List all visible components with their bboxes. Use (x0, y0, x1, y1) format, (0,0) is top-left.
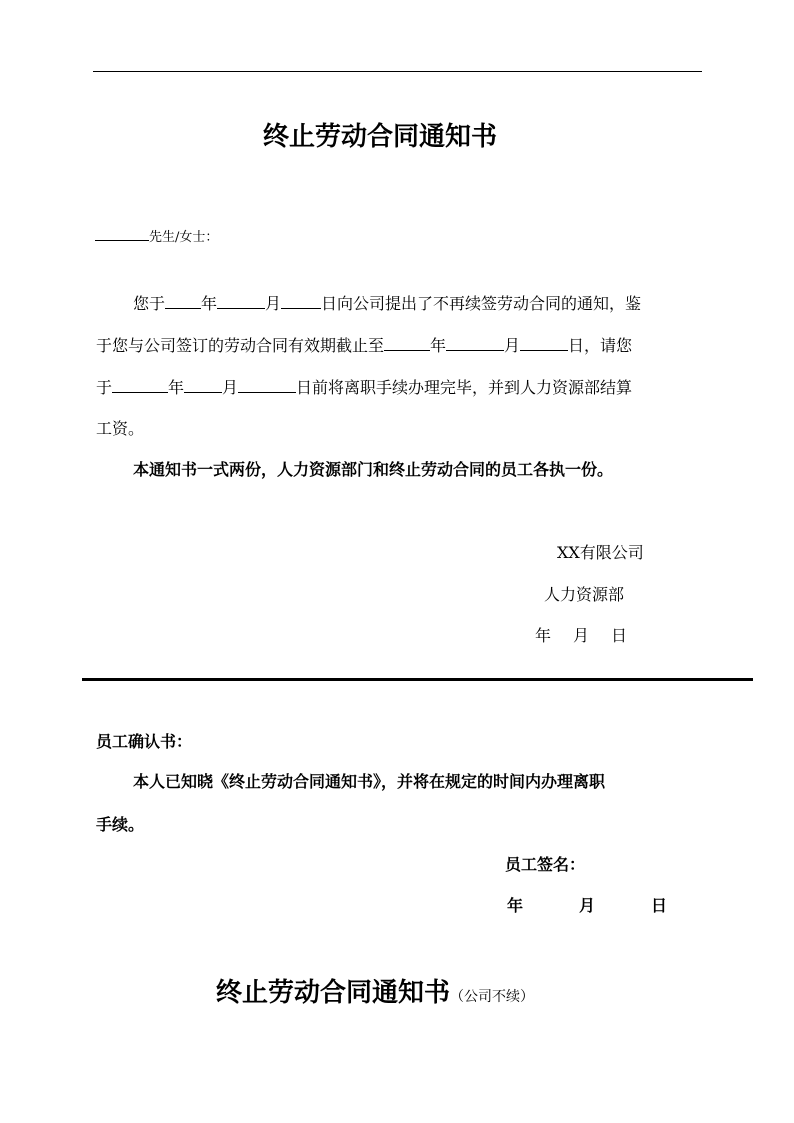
salutation-line (95, 226, 218, 245)
month-blank (217, 291, 265, 309)
year-label: 年 (430, 336, 447, 355)
month-label: 月 (504, 336, 521, 355)
notice-title: 终止劳动合同通知书 (263, 122, 498, 152)
para2: 本通知书一式两份，人力资源部门和终止劳动合同的员工各执一份。 (133, 460, 614, 479)
para1-text: 日向公司提出了不再续签劳动合同的通知，鉴 (321, 294, 642, 313)
year-label: 年 (168, 378, 185, 397)
month-blank (184, 375, 222, 393)
month-blank (446, 333, 504, 351)
next-title-text: 终止劳动合同通知书 (216, 978, 451, 1008)
notice-date (535, 623, 627, 646)
date-month: 月 (579, 896, 596, 915)
date-day: 日 (611, 626, 628, 645)
day-blank (520, 333, 568, 351)
top-divider (93, 71, 702, 72)
company-name: XX有限公司 (557, 543, 644, 562)
date-day: 日 (651, 896, 668, 915)
para1-line3 (96, 375, 632, 398)
confirmation-line2: 手续。 (96, 815, 145, 834)
para1-text: 日前将离职手续办理完毕，并到人力资源部结算 (296, 378, 633, 397)
para1-text: 日，请您 (568, 336, 633, 355)
year-blank (112, 375, 168, 393)
para1-line4: 工资。 (96, 419, 145, 438)
year-blank (165, 291, 201, 309)
year-label: 年 (201, 294, 218, 313)
confirmation-heading: 员工确认书： (96, 732, 193, 751)
section-divider (82, 678, 753, 681)
year-blank (384, 333, 430, 351)
department-name: 人力资源部 (544, 585, 625, 604)
date-year: 年 (507, 896, 524, 915)
confirmation-date (507, 893, 667, 916)
month-label: 月 (265, 294, 282, 313)
day-blank (281, 291, 321, 309)
confirmation-line1: 本人已知晓《终止劳动合同通知书》，并将在规定的时间内办理离职 (133, 772, 606, 791)
next-notice-title (216, 972, 534, 1009)
date-month: 月 (573, 626, 590, 645)
next-title-note: （公司不续） (450, 989, 535, 1005)
month-label: 月 (222, 378, 239, 397)
para1-line2 (96, 333, 632, 356)
day-blank (238, 375, 296, 393)
signature-label: 员工签名： (505, 855, 586, 874)
name-blank (95, 226, 149, 241)
para1-text: 您于 (133, 294, 166, 313)
para1-text: 于 (96, 378, 113, 397)
date-year: 年 (535, 626, 552, 645)
salutation: 先生/女士： (149, 230, 219, 245)
para1-text: 于您与公司签订的劳动合同有效期截止至 (96, 336, 385, 355)
para1-line1 (133, 291, 641, 314)
